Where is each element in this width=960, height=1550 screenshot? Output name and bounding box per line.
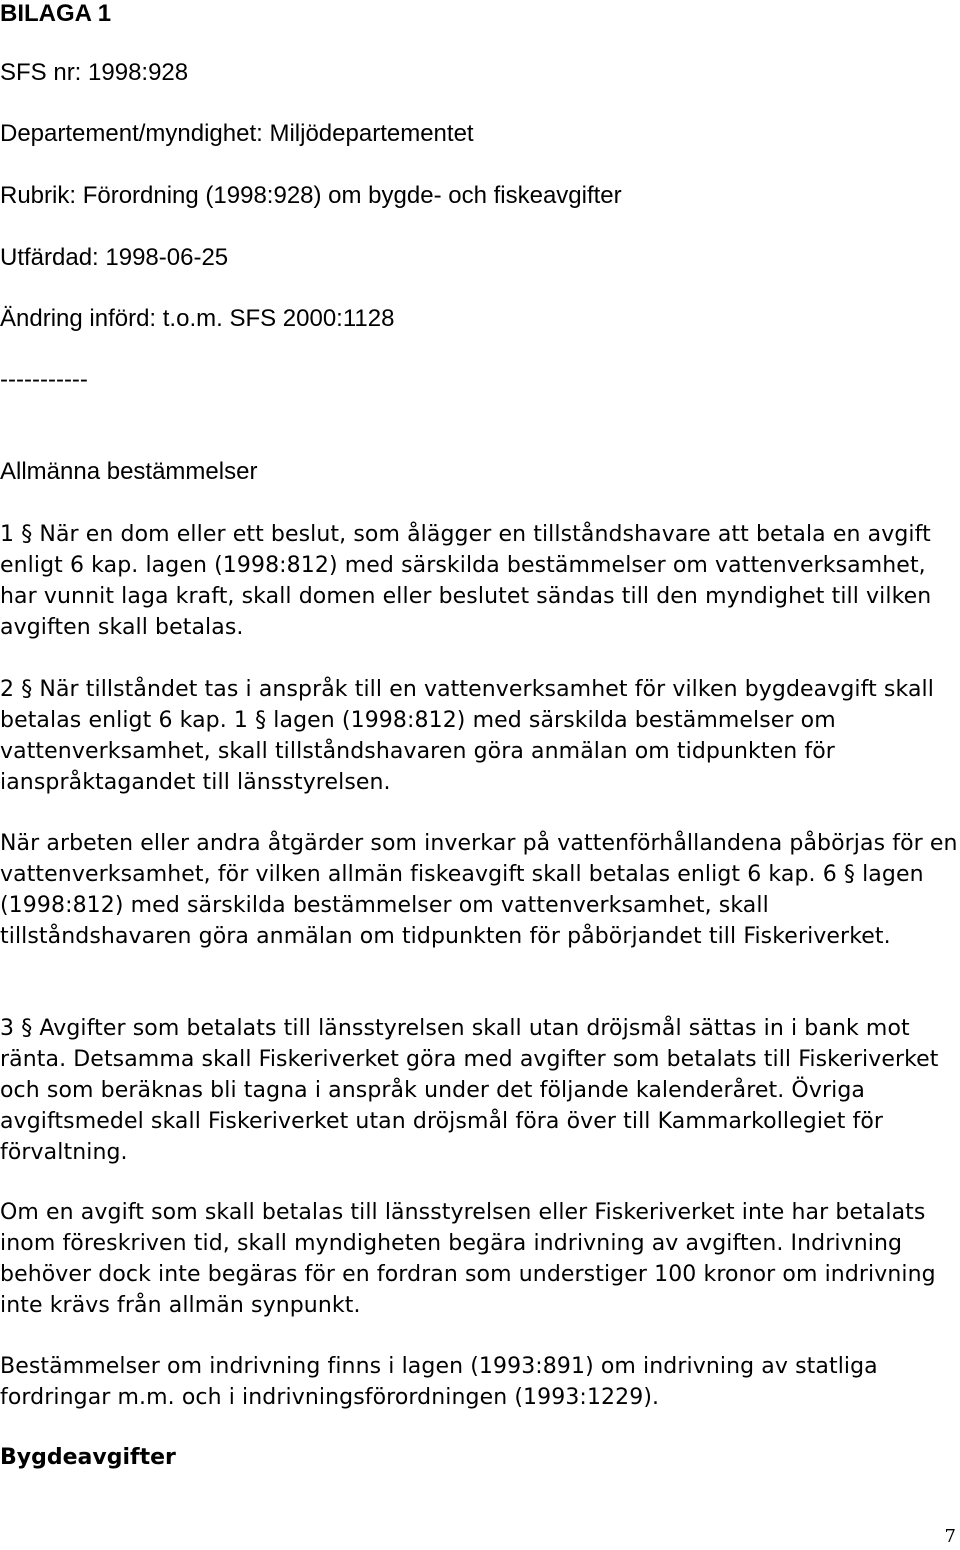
paragraph-1: 1 § När en dom eller ett beslut, som ålägger en tillståndshavare att betala en avgift enligt 6 kap. lagen (1998:812) med särskilda bestämmelser om vattenverksamhet, har vunnit laga kraft, skall domen eller beslutet sändas till den myndighet till vilken avgiften skall betalas. (0, 522, 932, 640)
rubric-line: Rubrik: Förordning (1998:928) om bygde- och fiskeavgifter (0, 182, 622, 209)
paragraph-2: 2 § När tillståndet tas i anspråk till en vattenverksamhet för vilken bygdeavgift skall betalas enligt 6 kap. 1 § lagen (1998:812) med särskilda bestämmelser om vattenverksamhet, skall tillståndshavaren göra anmälan om tidpunkten för ianspråktagandet till länsstyrelsen. (0, 677, 934, 795)
section-title: Allmänna bestämmelser (0, 458, 258, 485)
paragraph-5: Om en avgift som skall betalas till länsstyrelsen eller Fiskeriverket inte har betalats inom föreskriven tid, skall myndigheten begära indrivning av avgiften. Indrivning behöver dock inte begäras för en fordran som understiger 100 kronor om indrivning inte krävs från allmän synpunkt. (0, 1200, 936, 1318)
page-number: 7 (944, 1526, 956, 1547)
sfs-number: SFS nr: 1998:928 (0, 59, 189, 86)
separator-line: ----------- (0, 366, 88, 393)
paragraph-3: När arbeten eller andra åtgärder som inverkar på vattenförhållandena påbörjas för en vattenverksamhet, för vilken allmän fiskeavgift skall betalas enligt 6 kap. 6 § lagen (1998:812) med särskilda bestämmelser om vattenverksamhet, skall tillståndshavaren göra anmälan om tidpunkten för påbörjandet till Fiskeriverket. (0, 831, 958, 949)
issued-date: Utfärdad: 1998-06-25 (0, 244, 229, 271)
amendment-line: Ändring införd: t.o.m. SFS 2000:1128 (0, 305, 395, 332)
paragraph-4: 3 § Avgifter som betalats till länsstyrelsen skall utan dröjsmål sättas in i bank mot ränta. Detsamma skall Fiskeriverket göra med avgifter som betalats till Fiskeriverket och som beräknas bli tagna i anspråk under det följande kalenderåret. Övriga avgiftsmedel skall Fiskeriverket utan dröjsmål föra över till Kammarkollegiet för förvaltning. (0, 1016, 939, 1165)
subheading-bygdeavgifter: Bygdeavgifter (0, 1445, 176, 1470)
paragraph-6: Bestämmelser om indrivning finns i lagen (1993:891) om indrivning av statliga fordringar m.m. och i indrivningsförordningen (1993:1229). (0, 1354, 878, 1410)
department-line: Departement/myndighet: Miljödepartementet (0, 120, 474, 147)
document-heading: BILAGA 1 (0, 0, 112, 27)
